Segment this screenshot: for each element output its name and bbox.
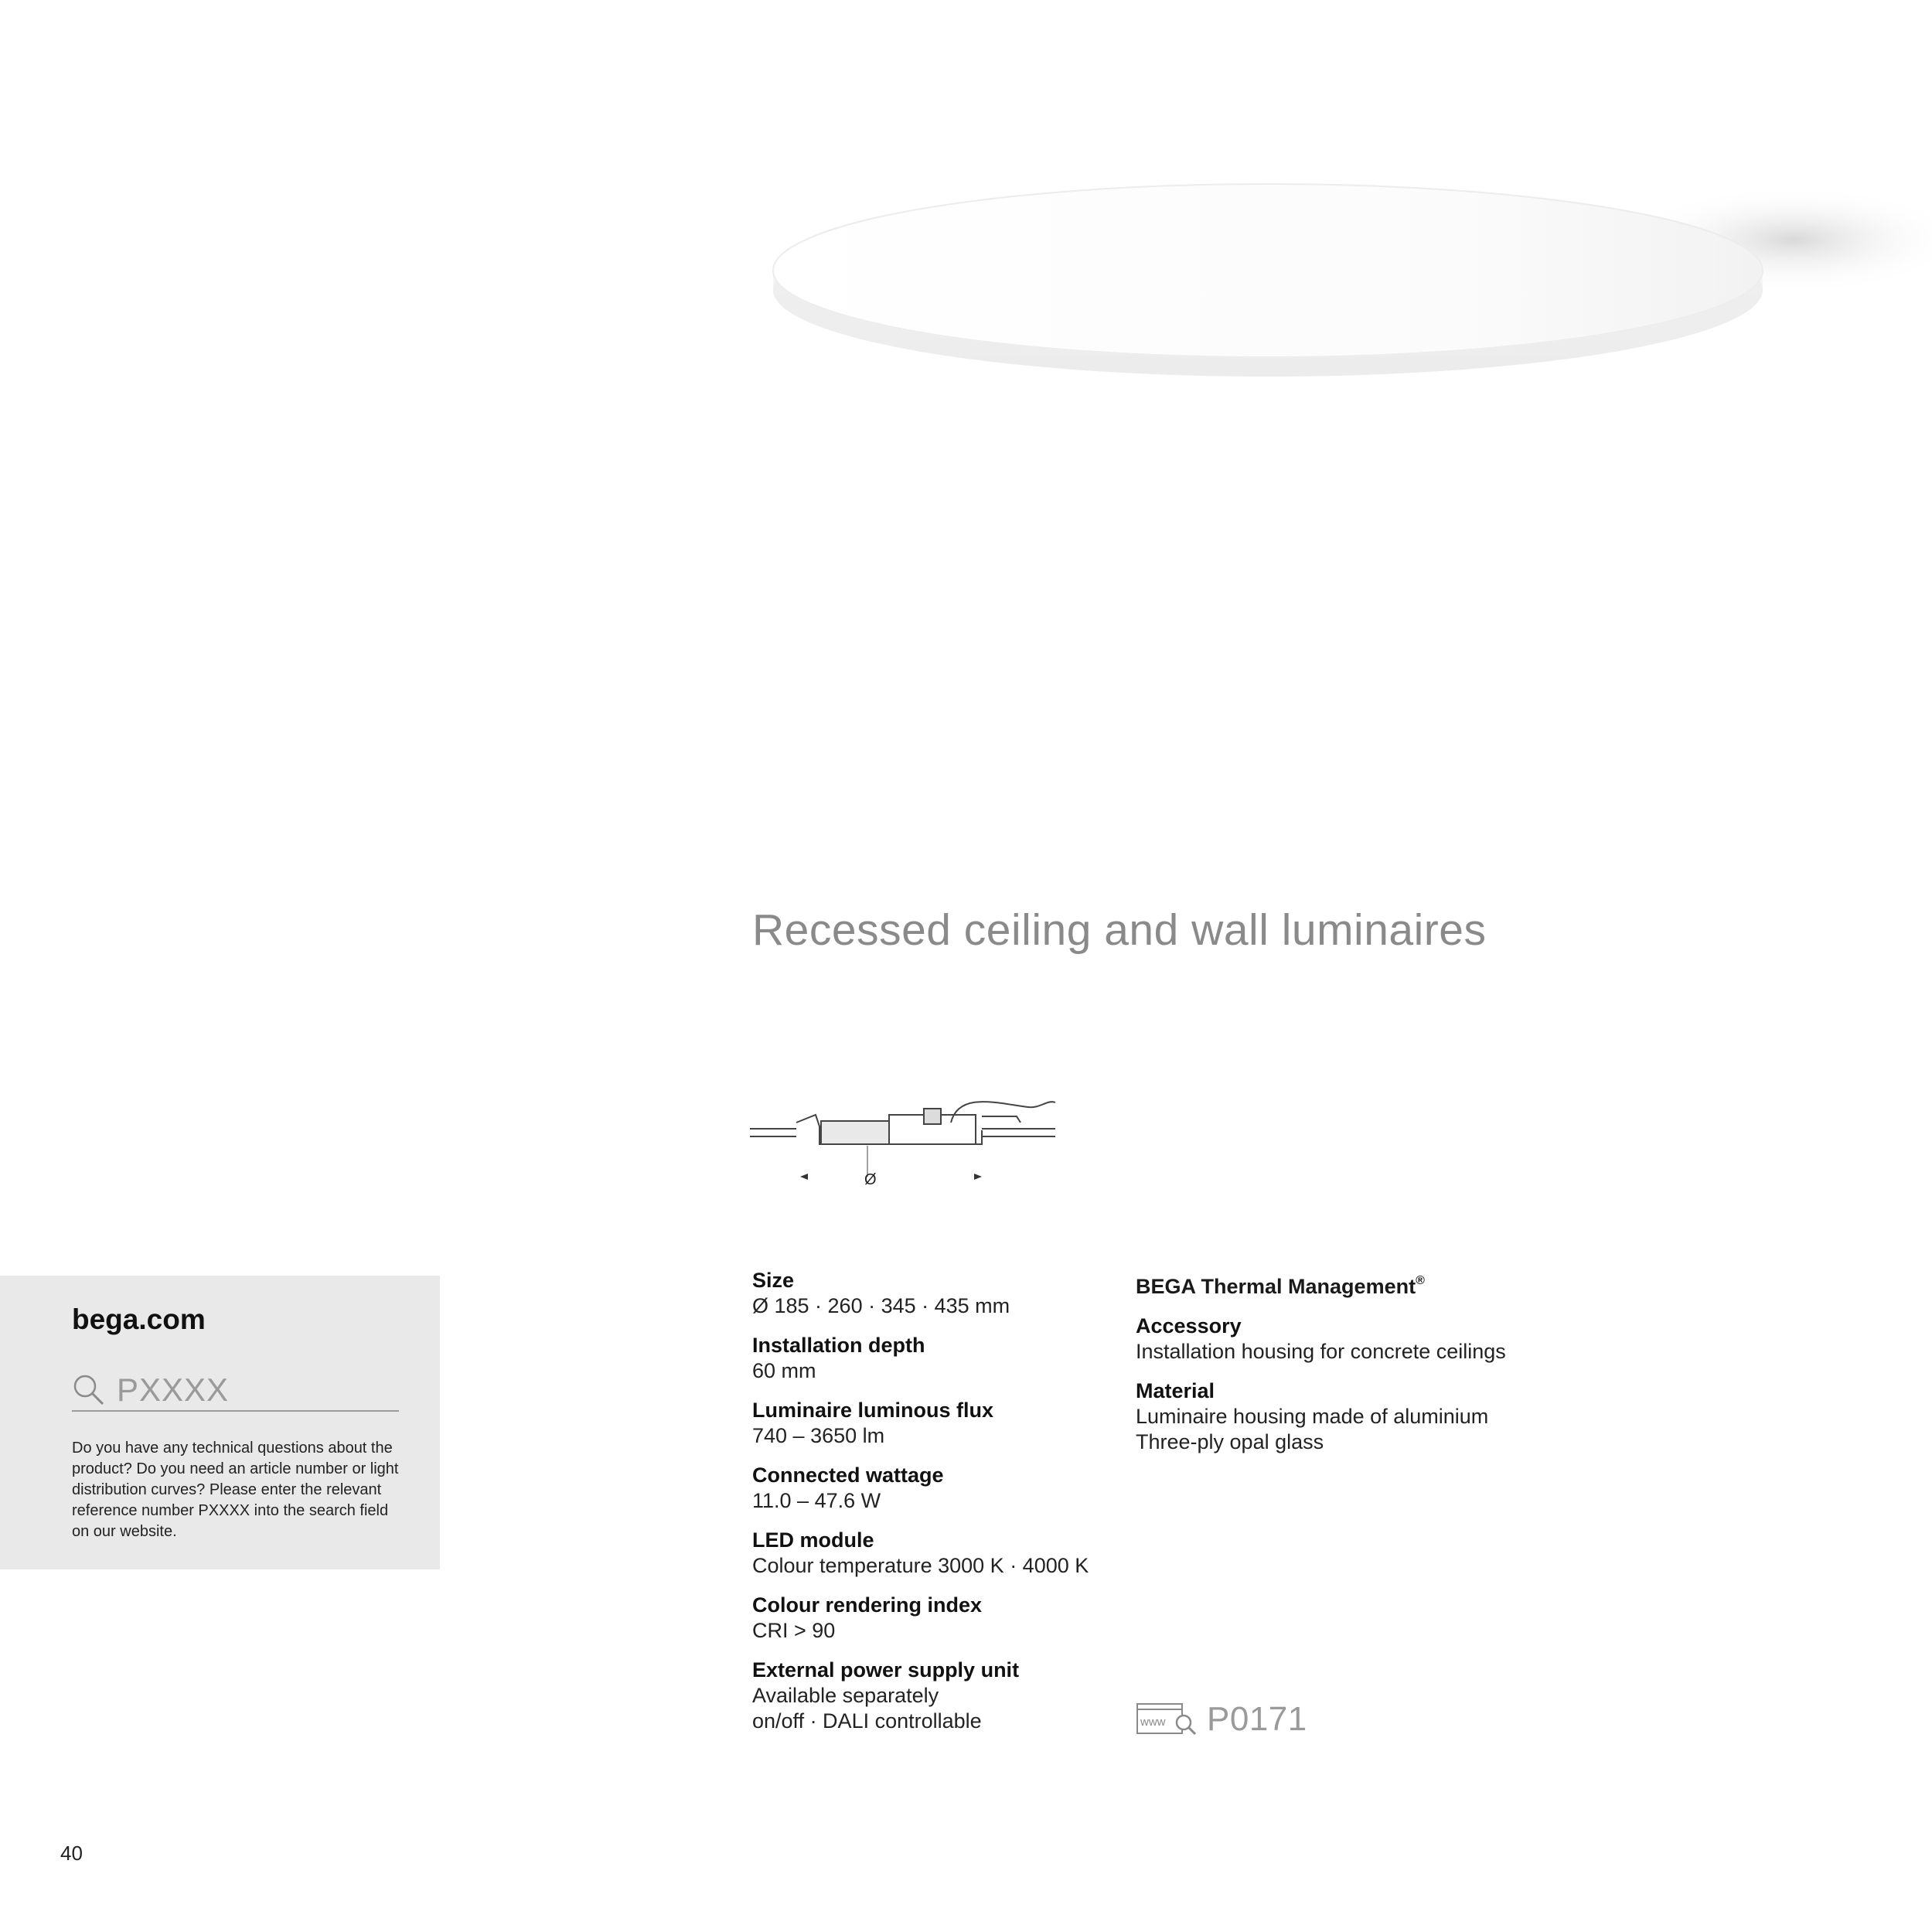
spec-colour-rendering [752, 1593, 1123, 1644]
spec-accessory [1136, 1314, 1569, 1365]
spec-label: Luminaire luminous flux [752, 1399, 994, 1422]
www-label: www [1140, 1716, 1166, 1729]
search-icon [72, 1373, 106, 1407]
www-search-icon [1136, 1702, 1198, 1736]
page-number: 40 [60, 1842, 83, 1865]
installation-diagram [750, 1092, 1059, 1192]
thermal-management [1136, 1268, 1569, 1300]
web-reference [1136, 1699, 1307, 1739]
search-field [72, 1370, 399, 1412]
spec-label: Installation depth [752, 1334, 925, 1357]
spec-value: Installation housing for concrete ceilings [1136, 1340, 1506, 1363]
registered-mark: ® [1416, 1274, 1425, 1287]
spec-luminous-flux [752, 1398, 1123, 1449]
spec-value: CRI > 90 [752, 1619, 836, 1642]
search-placeholder: PXXXX [117, 1371, 230, 1408]
spec-value: 740 – 3650 lm [752, 1424, 885, 1447]
website-info-box [0, 1276, 440, 1569]
spec-power-supply [752, 1658, 1123, 1734]
spec-value: Ø 185 · 260 · 345 · 435 mm [752, 1294, 1010, 1317]
spec-label: External power supply unit [752, 1658, 1020, 1682]
thermal-management-label: BEGA Thermal Management [1136, 1275, 1416, 1298]
page-title: Recessed ceiling and wall luminaires [752, 905, 1487, 955]
spec-label: LED module [752, 1528, 874, 1552]
spec-led-module [752, 1528, 1123, 1579]
spec-value-secondary: on/off · DALI controllable [752, 1709, 982, 1733]
luminaire-product-image [727, 155, 1932, 402]
spec-value: 11.0 – 47.6 W [752, 1489, 881, 1512]
diameter-label: Ø [864, 1171, 877, 1188]
spec-value: 60 mm [752, 1359, 816, 1382]
spec-material [1136, 1378, 1569, 1455]
spec-list-left [752, 1268, 1123, 1748]
spec-label: Colour rendering index [752, 1593, 983, 1617]
spec-label: Connected wattage [752, 1463, 944, 1487]
spec-label: Size [752, 1269, 795, 1292]
spec-value: Colour temperature 3000 K · 4000 K [752, 1554, 1089, 1577]
spec-value: Available separately [752, 1684, 939, 1707]
spec-list-right [1136, 1268, 1569, 1469]
spec-value: Luminaire housing made of aluminium [1136, 1405, 1489, 1428]
spec-label: Material [1136, 1379, 1215, 1402]
website-link[interactable]: bega.com [72, 1303, 206, 1335]
spec-label: Accessory [1136, 1314, 1242, 1337]
info-note: Do you have any technical questions about the product? Do you need an article number or light distribution curves? Please enter the relevant reference number PXXXX into the search field on our website. [72, 1440, 399, 1540]
spec-value-secondary: Three-ply opal glass [1136, 1430, 1324, 1453]
spec-installation-depth [752, 1333, 1123, 1384]
spec-size [752, 1268, 1123, 1319]
spec-connected-wattage [752, 1463, 1123, 1514]
reference-code: P0171 [1207, 1700, 1307, 1738]
